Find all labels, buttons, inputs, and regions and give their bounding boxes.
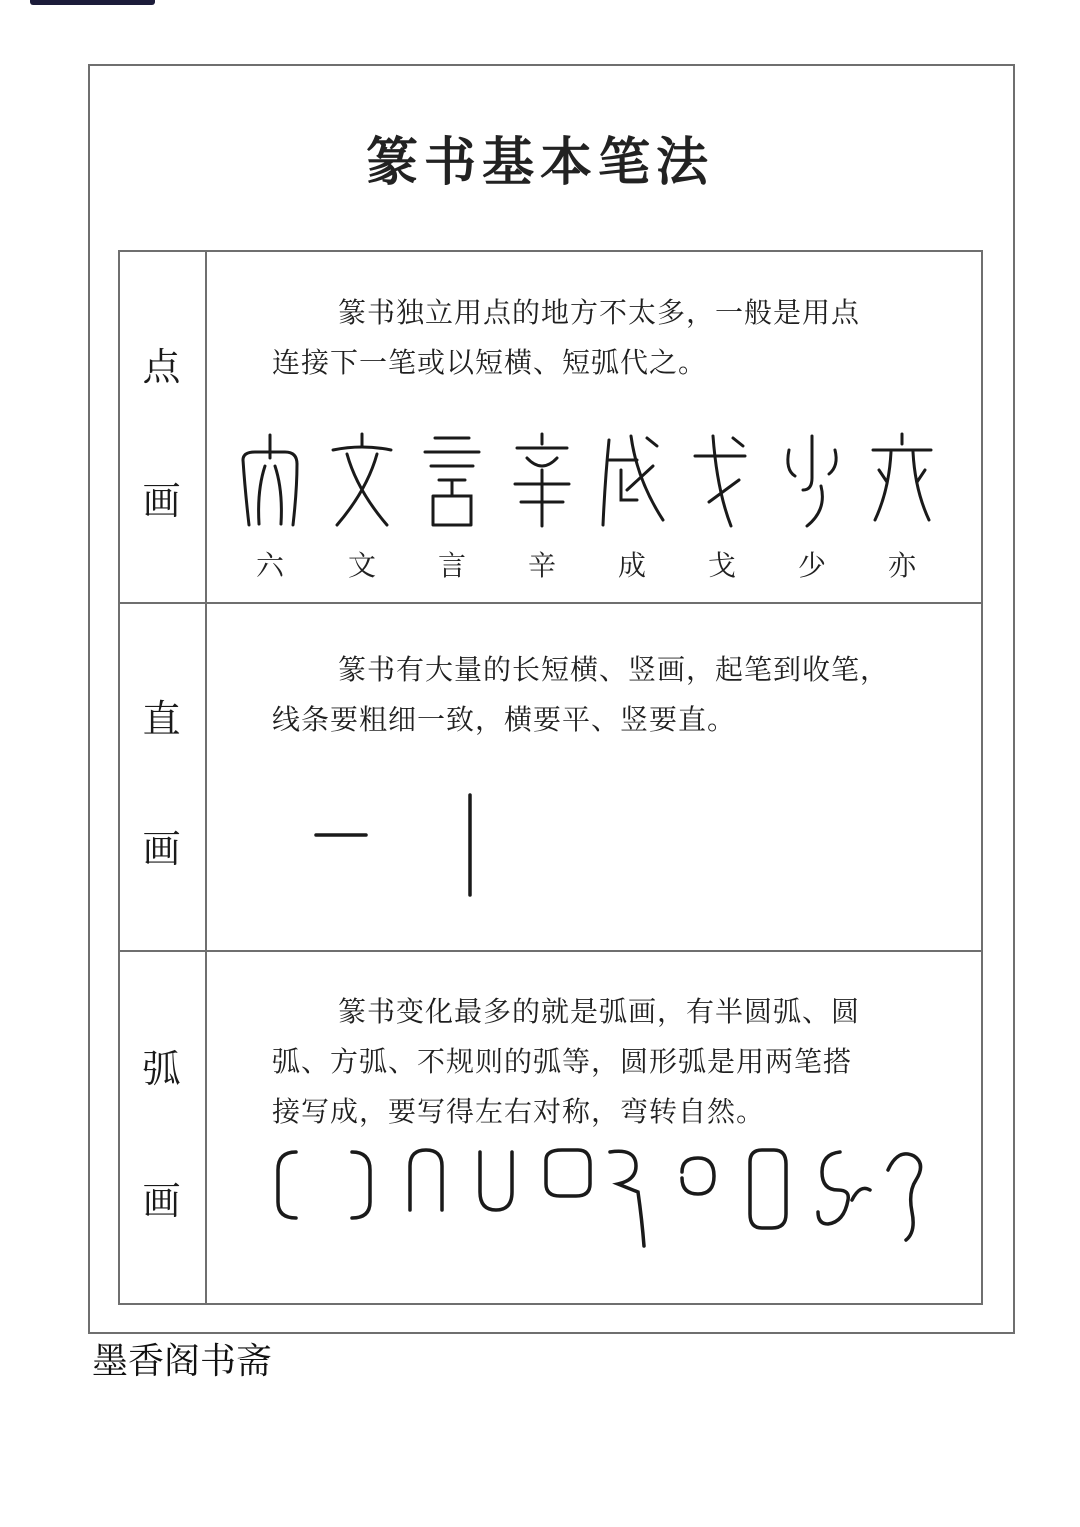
seal-example xyxy=(682,430,762,584)
modern-character: 亦 xyxy=(887,549,916,582)
section-arc-description xyxy=(272,987,952,1137)
desc-line: 弧、方弧、不规则的弧等，圆形弧是用两笔搭 xyxy=(272,1045,853,1078)
seal-glyph-yi-icon xyxy=(867,430,937,530)
desc-line: 接写成，要写得左右对称，弯转自然。 xyxy=(272,1095,766,1128)
seal-example xyxy=(322,430,402,584)
seal-glyph-liu-icon xyxy=(235,430,305,530)
desc-line: 篆书独立用点的地方不太多，一般是用点 xyxy=(338,296,861,329)
modern-character: 辛 xyxy=(527,549,556,582)
section-label-arc-bottom: 画 xyxy=(142,1179,181,1223)
seal-example xyxy=(412,430,492,584)
modern-character: 六 xyxy=(255,549,284,582)
seal-example xyxy=(502,430,582,584)
seal-glyph-xin-icon xyxy=(507,430,577,530)
seal-example xyxy=(772,430,852,584)
page-title: 篆书基本笔法 xyxy=(365,133,714,193)
seal-glyph-yan-icon xyxy=(417,430,487,530)
row-divider xyxy=(118,950,983,952)
label-column-divider xyxy=(205,250,207,1305)
modern-character: 戈 xyxy=(707,549,736,582)
seal-example xyxy=(862,430,942,584)
section-dot-description xyxy=(272,288,952,388)
desc-line: 线条要粗细一致，横要平、竖要直。 xyxy=(272,703,737,736)
section-label-dot-bottom: 画 xyxy=(142,479,181,523)
seal-glyph-ge-icon xyxy=(687,430,757,530)
arc-strokes-demo-icon xyxy=(262,1140,962,1260)
desc-line: 连接下一笔或以短横、短弧代之。 xyxy=(272,346,708,379)
seal-glyph-cheng-icon xyxy=(597,430,667,530)
section-label-arc-top: 弧 xyxy=(142,1047,181,1091)
modern-character: 成 xyxy=(617,549,646,582)
seal-glyph-shao-icon xyxy=(777,430,847,530)
watermark-text: 墨香阁书斋 xyxy=(92,1341,273,1382)
seal-example xyxy=(230,430,310,584)
modern-character: 文 xyxy=(347,549,376,582)
section-label-dot-top: 点 xyxy=(142,345,181,389)
seal-examples-row xyxy=(230,430,970,600)
modern-character: 少 xyxy=(797,549,826,582)
desc-line: 篆书变化最多的就是弧画，有半圆弧、圆 xyxy=(338,995,861,1028)
section-straight-description xyxy=(272,645,952,745)
row-divider xyxy=(118,602,983,604)
scan-corner-mark xyxy=(30,0,155,5)
desc-line: 篆书有大量的长短横、竖画，起笔到收笔， xyxy=(338,653,890,686)
modern-character: 言 xyxy=(437,549,466,582)
seal-glyph-wen-icon xyxy=(327,430,397,530)
straight-strokes-demo-icon xyxy=(300,785,500,905)
section-label-straight-top: 直 xyxy=(142,697,181,741)
section-label-straight-bottom: 画 xyxy=(142,827,181,871)
seal-example xyxy=(592,430,672,584)
